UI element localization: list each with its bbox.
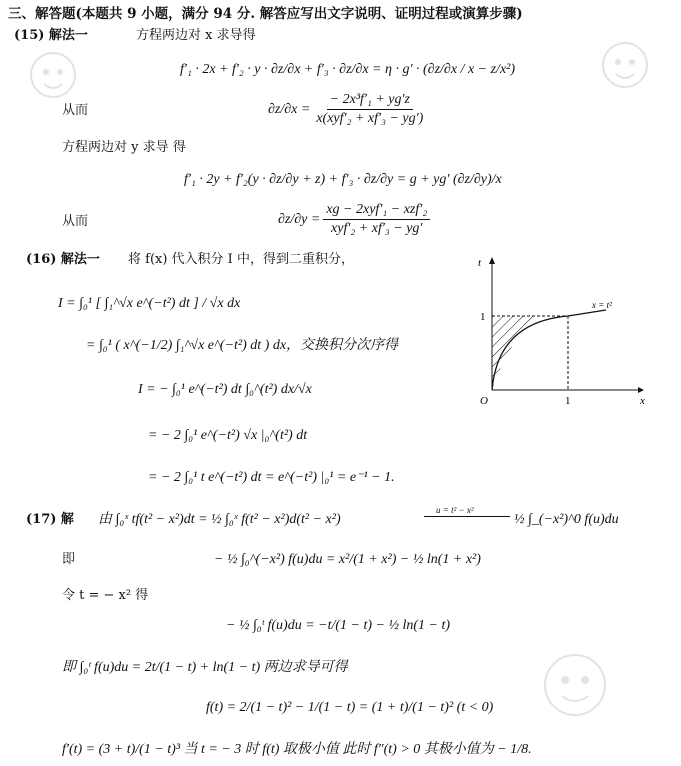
- axis-label-t: t: [478, 257, 482, 269]
- p17-ji-1: 即: [62, 552, 76, 567]
- p17-substitution: u = t² − x²: [436, 505, 474, 515]
- watermark-mascot-icon-3: [520, 640, 630, 730]
- p17-line-3: − ½ ∫₀ᵗ f(u)du = −t/(1 − t) − ½ ln(1 − t): [226, 618, 451, 633]
- p15-result-1-numerator: − 2x³f′₁ + yg′z: [327, 92, 413, 110]
- curve-label: x = t²: [592, 300, 612, 310]
- p15-result-2-numerator: xg − 2xyf′₁ − xzf′₂: [323, 202, 430, 220]
- y-axis-arrow: [489, 257, 495, 264]
- p15-result-1-denominator: x(xyf′₂ + xf′₃ − yg′): [316, 111, 424, 126]
- p17-line-1: 由 ∫₀ˣ tf(t² − x²)dt = ½ ∫₀ˣ f(t² − x²)d(t² − x²): [98, 512, 341, 527]
- p16-line-1: I = ∫₀¹ [ ∫₁^√x e^(−t²) dt ] / √x dx: [58, 296, 241, 311]
- p17-line-6: f′(t) = (3 + t)/(1 − t)³ 当 t = − 3 时 f(t) 取极小值 此时 f″(t) > 0 其极小值为 − 1/8.: [62, 742, 532, 757]
- integration-region-diagram: [468, 252, 648, 412]
- p16-line-2: = ∫₀¹ ( x^(−1/2) ∫₁^√x e^(−t²) dt ) dx，交换积分次序得: [86, 338, 399, 353]
- p15-result-1-lhs: ∂z/∂x =: [268, 101, 311, 117]
- p17-label: (17) 解: [26, 512, 74, 527]
- p15-label: (15) 解法一: [14, 28, 88, 43]
- p17-line-1b: ½ ∫_(−x²)^0 f(u)du: [514, 512, 619, 527]
- section-header: 三、解答题(本题共 9 小题，满分 94 分. 解答应写出文字说明、证明过程或演算步骤): [8, 6, 523, 22]
- y-tick-1: 1: [480, 311, 486, 323]
- p15-result-1-fraction: [313, 92, 426, 127]
- watermark-mascot-icon-2: [590, 30, 660, 110]
- p15-result-1: [268, 92, 429, 127]
- p15-thus-1: 从而: [62, 103, 89, 118]
- p15-result-2-lhs: ∂z/∂y =: [278, 211, 321, 227]
- x-tick-1: 1: [565, 395, 571, 407]
- shaded-region: [492, 316, 538, 390]
- axis-label-x: x: [640, 395, 645, 407]
- p15-equation-2: f′₁ · 2y + f′₂(y · ∂z/∂y + z) + f′₃ · ∂z/∂y = g + yg′ (∂z/∂y)/x: [184, 172, 502, 187]
- p16-line-3: I = − ∫₀¹ e^(−t²) dt ∫₀^(t²) dx/√x: [138, 382, 312, 397]
- p15-result-2: [278, 202, 433, 237]
- p17-ling: 令 t = − x² 得: [62, 588, 149, 603]
- p16-label: (16) 解法一: [26, 252, 100, 267]
- p16-line-4: = − 2 ∫₀¹ e^(−t²) √x |₀^(t²) dt: [148, 428, 308, 443]
- p16-line-5: = − 2 ∫₀¹ t e^(−t²) dt = e^(−t²) |₀¹ = e⁻¹ − 1.: [148, 470, 395, 485]
- watermark-mascot-icon: [18, 40, 88, 120]
- p17-line-4: 即 ∫₀ᵗ f(u)du = 2t/(1 − t) + ln(1 − t) 两边求导可得: [62, 660, 348, 675]
- substitution-arrow-line: [424, 516, 510, 517]
- p15-equation-1: f′₁ · 2x + f′₂ · y · ∂z/∂x + f′₃ · ∂z/∂x = η · g′ · (∂z/∂x / x − z/x²): [180, 62, 516, 77]
- p15-thus-2: 从而: [62, 214, 89, 229]
- x-axis-arrow: [638, 387, 644, 393]
- p17-line-5: f(t) = 2/(1 − t)² − 1/(1 − t) = (1 + t)/(1 − t)² (t < 0): [206, 700, 494, 715]
- p15-result-2-fraction: [323, 202, 430, 237]
- p15-intro-2: 方程两边对 y 求导 得: [62, 140, 186, 155]
- p16-intro: 将 f(x) 代入积分 I 中，得到二重积分，: [128, 252, 354, 267]
- origin-label: O: [480, 395, 488, 407]
- p15-intro: 方程两边对 x 求导得: [136, 28, 256, 43]
- p17-line-2: − ½ ∫₀^(−x²) f(u)du = x²/(1 + x²) − ½ ln(1 + x²): [214, 552, 481, 567]
- p15-result-2-denominator: xyf′₂ + xf′₃ − yg′: [331, 221, 423, 236]
